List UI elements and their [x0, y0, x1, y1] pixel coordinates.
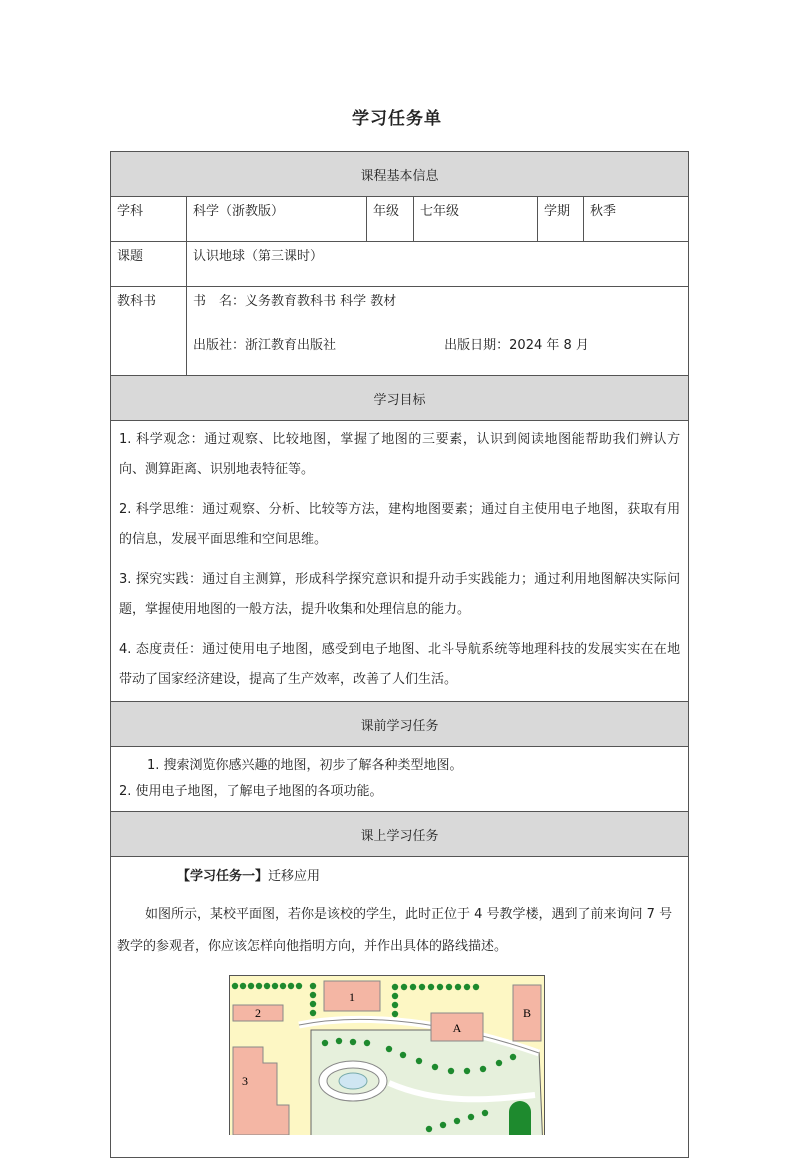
publisher: 出版社：浙江教育出版社: [193, 338, 337, 353]
pre-class-content: [111, 747, 689, 812]
subject-value: 科学（浙教版）: [187, 197, 367, 242]
goal-item: 4. 态度责任：通过使用电子地图，感受到电子地图、北斗导航系统等地理科技的发展实实在在地带动了国家经济建设，提高了生产效率，改善了人们生活。: [119, 642, 681, 687]
building-3-label: 3: [242, 1074, 248, 1088]
building-1-label: 1: [349, 990, 355, 1004]
grade-value: 七年级: [414, 197, 538, 242]
building-a-label: A: [452, 1021, 462, 1035]
task-one-label: 【学习任务一】: [177, 869, 269, 884]
building-2-label: 2: [255, 1006, 261, 1020]
textbook-info: [187, 287, 689, 376]
in-class-header: 课上学习任务: [111, 812, 689, 857]
goals-header: 学习目标: [111, 376, 689, 421]
subject-label: 学科: [111, 197, 187, 242]
goal-item: 2. 科学思维：通过观察、分析、比较等方法，建构地图要素；通过自主使用电子地图，获取有用的信息，发展平面思维和空间思维。: [119, 502, 681, 547]
goal-item: 3. 探究实践：通过自主测算，形成科学探究意识和提升动手实践能力；通过利用地图解决实际问题，掌握使用地图的一般方法，提升收集和处理信息的能力。: [119, 572, 681, 617]
pre-class-header: 课前学习任务: [111, 702, 689, 747]
topic-value: 认识地球（第三课时）: [187, 242, 689, 287]
textbook-label: 教科书: [111, 287, 187, 376]
page-title: 学习任务单: [352, 109, 442, 129]
campus-map: [229, 975, 545, 1135]
publisher-line: [193, 331, 682, 361]
pre-class-item: 1. 搜索浏览你感兴趣的地图，初步了解各种类型地图。: [147, 758, 463, 773]
course-info-header: 课程基本信息: [111, 152, 689, 197]
campus-map-svg: [229, 975, 545, 1135]
building-b-label: B: [522, 1006, 532, 1020]
term-value: 秋季: [584, 197, 689, 242]
map-pond: [339, 1073, 367, 1089]
goals-content: [111, 421, 689, 702]
pre-class-item: 2. 使用电子地图，了解电子地图的各项功能。: [119, 784, 383, 799]
book-name: 书 名：义务教育教科书 科学 教材: [193, 294, 397, 309]
task-one-title: [117, 863, 682, 891]
goal-item: 1. 科学观念：通过观察、比较地图，掌握了地图的三要素，认识到阅读地图能帮助我们辨认方向、测算距离、识别地表特征等。: [119, 432, 681, 477]
term-label: 学期: [538, 197, 584, 242]
publish-date: 出版日期：2024 年 8 月: [444, 338, 589, 353]
task-one-text: 如图所示，某校平面图，若你是该校的学生，此时正位于 4 号教学楼，遇到了前来询问 7 号教学的参观者，你应该怎样向他指明方向，并作出具体的路线描述。: [117, 907, 673, 954]
task-one-subtitle: 迁移应用: [268, 869, 321, 884]
topic-label: 课题: [111, 242, 187, 287]
green-track: [509, 1101, 531, 1135]
in-class-content: [111, 857, 689, 1158]
task-table: [110, 151, 689, 1158]
grade-label: 年级: [367, 197, 414, 242]
